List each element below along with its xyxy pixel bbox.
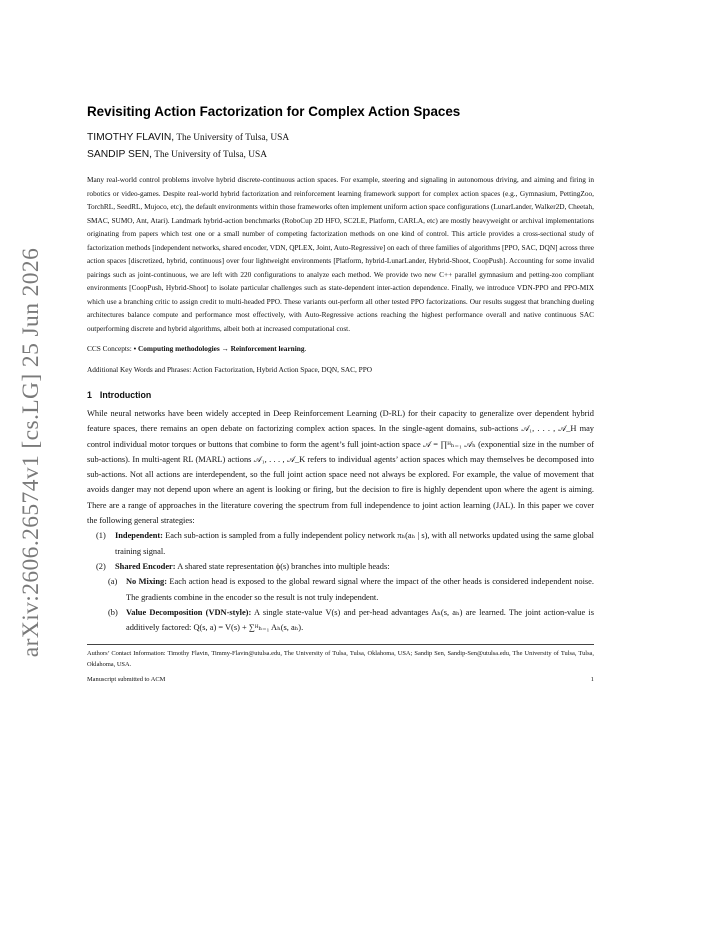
- section-title: Introduction: [99, 390, 152, 400]
- list-subitem: [87, 605, 594, 636]
- list-item-text: A single state-value V(s) and per-head advantages Aₕ(s, aₕ) are learned. The joint action-value is additively factored: Q(s, a) = V(s) + ∑ᴴₕ₌₁ Aₕ(s, aₕ).: [126, 607, 594, 633]
- ccs-concepts: [87, 343, 594, 355]
- author-affiliation: The University of Tulsa, USA: [152, 150, 267, 160]
- author-affiliation: The University of Tulsa, USA: [174, 133, 290, 143]
- page-number: 1: [590, 676, 594, 684]
- list-item-text: Each sub-action is sampled from a fully independent policy network πₕ(aₕ | s), with all networks updated using the same global training signal.: [115, 531, 594, 556]
- list-item: [87, 528, 594, 559]
- list-item-term: Independent:: [115, 531, 163, 541]
- section-number: 1: [87, 390, 92, 400]
- list-marker: (1): [96, 531, 106, 541]
- ccs-suffix: .: [304, 344, 307, 353]
- page-footer: [87, 674, 594, 685]
- author-line: [87, 149, 594, 160]
- author-contact-footnote: Authors’ Contact Information: Timothy Flavin, Timmy-Flavin@utulsa.edu, The University of Tulsa, Tulsa, Oklahoma, USA; Sandip Sen, Sandip-Sen@utulsa.edu, The University of Tulsa, Tulsa, Oklahoma, USA.: [87, 650, 594, 669]
- list-item-term: Shared Encoder:: [115, 561, 176, 571]
- footnote-divider: [87, 644, 594, 645]
- abstract: Many real-world control problems involve hybrid discrete-continuous action spaces. For example, steering and signaling in autonomous driving, and aiming and firing in robotics or video-games. Despite real-world hybrid factorization and reinforcement learning framework support for complex action spaces (e.g., Gymnasium, PettingZoo, TorchRL, SeedRL, Mujoco, etc), the default environments within those frameworks often implement uniform action space configurations (LunarLander, Walker2D, Cheetah, SMAC, SUMO, Ant, Atari). Landmark hybrid-action benchmarks (RoboCup 2D HFO, SC2LE, Platform, CARLA, etc) are mostly heavyweight or archival implementations originating from papers which test one or a small number of competing factorization methods on one kind of control. This article provides a cross-sectional study of factorization methods [independent networks, shared encoder, VDN, QPLEX, Joint, Auto-Regressive] on each of three families of algorithms [PPO, SAC, DQN] across three action spaces [discretized, hybrid, continuous] over four lightweight environments [Platform, hybrid-LunarLander, Hybrid-Shoot, CoopPush]. Accounting for some invalid pairings such as joint-continuous, we are left with 220 configurations to analyze each method. We provide two new C++ parallel gymnasium and petting-zoo compliant environments [CoopPush, Hybrid-Shoot] to isolate particular challenges such as state-dependent inter-action dependence. Finally, we introduce VDN-PPO and PPO-MIX which use a branching critic to assign credit to multi-headed PPO. These variants out-perform all other tested PPO factorizations. Our results suggest that branching dueling architectures balance compute and performance most effectively, with Auto-Regressive actions reaching the highest performance overall and native continuous SAC outperforming discrete and hybrid algorithms, albeit both at increased computational cost.: [87, 175, 594, 333]
- ccs-concept: • Computing methodologies → Reinforcement learning: [133, 344, 305, 353]
- section-heading: [87, 390, 594, 400]
- list-item: [87, 559, 594, 574]
- list-item-term: No Mixing:: [126, 577, 168, 587]
- list-marker: (a): [108, 577, 118, 587]
- paper-page: [87, 104, 594, 685]
- list-subitem: [87, 574, 594, 605]
- keywords: Additional Key Words and Phrases: Action Factorization, Hybrid Action Space, DQN, SAC, PPO: [87, 365, 373, 374]
- arxiv-identifier-stamp: [10, 247, 54, 657]
- authors-block: [87, 132, 594, 160]
- strategy-list: [87, 528, 594, 635]
- list-item-text: Each action head is exposed to the global reward signal where the impact of the other heads is considered independent noise. The gradients combine in the encoder so the result is not truly independent.: [126, 577, 594, 602]
- author-name: TIMOTHY FLAVIN,: [87, 132, 175, 143]
- list-marker: (2): [96, 561, 106, 571]
- intro-paragraph: While neural networks have been widely accepted in Deep Reinforcement Learning (D-RL) for their capacity to generalize over dependent hybrid feature spaces, there remains an open debate on factorizing complex action spaces. In the single-agent domains, sub-actions 𝒜₁, . . . , 𝒜_H may control individual motor torques or buttons that combine to form the agent’s full joint-action space 𝒜 = ∏ᴴₕ₌₁ 𝒜ₕ (exponential size in the number of sub-actions). In multi-agent RL (MARL) actions 𝒜₁, . . . , 𝒜_K refers to individual agents’ action spaces which may themselves be decomposed into sub-actions. Not all actions are interdependent, so the full joint action space need not always be explored. For example, the value of movement that avoids danger may not depend upon where an agent is looking or firing, but the decision to fire is highly dependent upon where the agent is aiming. There are a range of approaches in the literature covering the spectrum from full independence to joint action learning (JAL). In this paper we cover the following general strategies:: [87, 409, 594, 526]
- author-line: [87, 132, 594, 143]
- list-item-text: A shared state representation ϕ(s) branches into multiple heads:: [175, 561, 390, 571]
- list-item-term: Value Decomposition (VDN-style):: [126, 607, 252, 617]
- author-name: SANDIP SEN,: [87, 149, 153, 160]
- arxiv-id-text: arXiv:2606.26574v1 [cs.LG] 25 Jun 2026: [18, 247, 45, 657]
- ccs-prefix: CCS Concepts:: [87, 344, 134, 353]
- paper-title: Revisiting Action Factorization for Complex Action Spaces: [87, 104, 461, 119]
- list-marker: (b): [108, 607, 118, 617]
- submission-note: Manuscript submitted to ACM: [87, 676, 166, 684]
